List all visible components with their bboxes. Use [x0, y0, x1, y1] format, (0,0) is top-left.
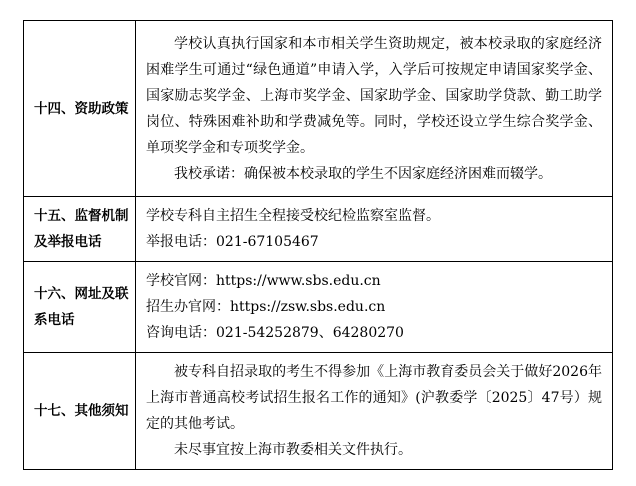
section-content-contact	[136, 262, 613, 353]
report-phone: 举报电话：021-67105467	[146, 234, 319, 250]
text-line: 学校专科自主招生全程接受校纪检监察室监督。	[146, 208, 440, 224]
table-row-contact	[24, 262, 613, 353]
paragraph: 学校认真执行国家和本市相关学生资助规定，被本校录取的家庭经济困难学生可通过“绿色通道”申请入学，入学后可按规定申请国家奖学金、国家励志奖学金、上海市奖学金、国家助学金、国家助学贷款、勤工助学岗位、特殊困难补助和学费减免等。同时，学校还设立学生综合奖学金、单项奖学金和专项奖学金。	[146, 35, 602, 156]
section-content-other-notes	[136, 353, 613, 470]
section-label-contact: 十六、网址及联系电话	[24, 262, 136, 353]
admissions-website: 招生办官网：https://zsw.sbs.edu.cn	[146, 299, 386, 315]
section-label-financial-aid: 十四、资助政策	[24, 21, 136, 197]
paragraph: 被专科自招录取的考生不得参加《上海市教育委员会关于做好2026年上海市普通高校考试招生报名工作的通知》(沪教委学〔2025〕47号）规定的其他考试。	[146, 364, 602, 432]
paragraph: 未尽事宜按上海市教委相关文件执行。	[174, 442, 412, 458]
table-row-supervision	[24, 197, 613, 262]
school-website: 学校官网：https://www.sbs.edu.cn	[146, 273, 381, 289]
section-label-supervision: 十五、监督机制及举报电话	[24, 197, 136, 262]
inquiry-phone: 咨询电话：021-54252879、64280270	[146, 325, 404, 341]
section-content-supervision	[136, 197, 613, 262]
section-label-other-notes: 十七、其他须知	[24, 353, 136, 470]
table-row-other-notes	[24, 353, 613, 470]
paragraph: 我校承诺：确保被本校录取的学生不因家庭经济困难而辍学。	[174, 165, 552, 182]
section-content-financial-aid	[136, 21, 613, 197]
policy-table	[23, 20, 613, 470]
table-row-financial-aid	[24, 21, 613, 197]
